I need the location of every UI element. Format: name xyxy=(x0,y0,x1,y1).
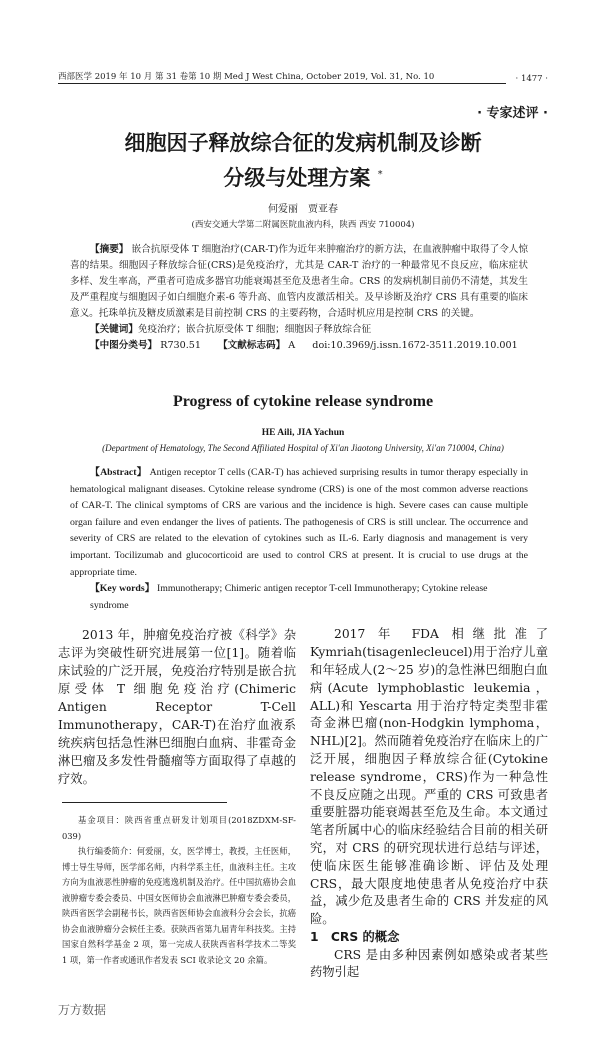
authors-cn: 何爱丽 贾亚春 xyxy=(268,204,338,215)
header-row xyxy=(58,70,548,84)
watermark: 万方数据 xyxy=(58,1003,107,1018)
clc-value: R730.51 xyxy=(160,340,202,351)
journal-header: 西部医学 2019 年 10 月 第 31 卷第 10 期 Med J West China, October 2019, Vol. 31, No. 10 xyxy=(58,70,506,84)
abstract-text-en: Antigen receptor T cells (CAR-T) has achieved surprising results in tumor therapy especially in hematological malignant diseases. Cytokine release syndrome (CRS) is one of the most common adverse reactions of CAR-T. The clinical symptoms of CRS are various and the incidence is high. Severe cases can cause multiple organ failure and even endanger the lives of patients. The pathogenesis of CRS is still unclear. The occurrence and severity of CRS are related to the elevation of cytokines such as IL-6. Early diagnosis and management is very important. Tocilizumab and glucocorticoid are used to control CRS at present. It is crucial to use drugs at the appropriate time. xyxy=(70,467,528,578)
affiliation-cn: (西安交通大学第二附属医院血液内科，陕西 西安 710004) xyxy=(191,220,415,230)
doc-code-value: A xyxy=(288,340,296,351)
body-left-paragraph: 2013 年，肿瘤免疫治疗被《科学》杂志评为突破性研究进展第一位[1]。随着临床试验的广泛开展，免疫治疗特别是嵌合抗原受体 T 细胞免疫治疗(Chimeric Antigen Receptor T-Cell Immunotherapy，CAR-T)在治疗血液系统疾病包括急性淋巴细胞白血病、非霍奇金淋巴瘤及多发性骨髓瘤等方面取得了卓越的疗效。 xyxy=(58,628,296,787)
article-title-cn xyxy=(58,127,548,194)
article-meta xyxy=(90,322,528,354)
keywords-label-cn: 【关键词】 xyxy=(90,324,138,335)
abstract-text-cn: 嵌合抗原受体 T 细胞治疗(CAR-T)作为近年来肿瘤治疗的新方法，在血液肿瘤中取得了令人惊喜的结果。细胞因子释放综合征(CRS)是免疫治疗，尤其是 CAR-T 治疗的一种最常见不良反应，临床症状多样、发生率高，严重者可造成多器官功能衰竭甚至危及患者生命。CRS 的发病机制目前仍不清楚，其发生及严重程度与细胞因子如白细胞介素-6 等升高、血管内皮激活相关。及早诊断及治疗 CRS 具有重要的临床意义。托珠单抗及糖皮质激素是目前控制 CRS 的主要药物，合适时机应用是控制 CRS 的关键。 xyxy=(70,244,528,319)
article-title-en: Progress of cytokine release syndrome xyxy=(172,393,434,410)
abstract-en xyxy=(70,465,528,581)
keywords-label-en: 【Key words】 xyxy=(90,583,155,595)
section-heading: 1 CRS 的概念 xyxy=(310,929,400,944)
section-paragraph: CRS 是由多种因素例如感染或者某些药物引起 xyxy=(310,947,548,980)
clc-label: 【中图分类号】 xyxy=(90,340,158,351)
body-right-paragraph: 2017 年 FDA 相继批准了 Kymriah(tisagenlecleucel)用于治疗儿童和年轻成人(2～25 岁)的急性淋巴细胞白血病(Acute lymphoblastic leukemia，ALL)和 Yescarta 用于治疗特定类型非霍奇金淋巴瘤(non-Hodgkin lymphoma，NHL)[2]。然而随着免疫治疗在临床上的广泛开展，细胞因子释放综合征(Cytokine release syndrome，CRS)作为一种急性不良反应随之出现。严重的 CRS 可致患者重要脏器功能衰竭甚至危及生命。本文通过笔者所属中心的临床经验结合目前的相关研究，对 CRS 的研究现状进行总结与评述，使临床医生能够准确诊断、评估及处理 CRS，最大限度地使患者从免疫治疗中获益，减少危及患者生命的 CRS 并发症的风险。 xyxy=(310,627,548,927)
abstract-cn xyxy=(70,242,528,322)
editor-bio: 执行编委简介：何爱丽，女，医学博士，教授，主任医师，博士导生导师，医学部名师，内科学系主任，血液科主任。主攻方向为血液恶性肿瘤的免疫逃逸机制及治疗。任中国抗癌协会血液肿瘤专委会委员、中国女医师协会血液淋巴肿瘤专委会委员，陕西省医学会副秘书长，陕西省医师协会血液科分会会长，抗癌协会血液肿瘤分会候任主委。获陕西省第九届青年科技奖。主持国家自然科学基金 2 项，第一完成人获陕西省科学技术二等奖 1 项，第一作者或通讯作者发表 SCI 收录论文 20 余篇。 xyxy=(62,846,296,965)
body-right-column xyxy=(310,626,548,982)
column-tag: · 专家述评 · xyxy=(477,106,548,121)
title-footnote-mark: * xyxy=(377,169,383,180)
fund-note: 基金项目：陕西省重点研发计划项目(2018ZDXM-SF-039) xyxy=(62,815,296,841)
authors-en: HE Aili, JIA Yachun xyxy=(261,428,345,438)
body-columns xyxy=(58,626,548,982)
footnote xyxy=(62,813,296,968)
body-left-column xyxy=(58,626,296,982)
title-line-1: 细胞因子释放综合征的发病机制及诊断 xyxy=(124,131,482,155)
affiliation-en: (Department of Hematology, The Second Affiliated Hospital of Xi'an Jiaotong University, Xi'an 710004, China) xyxy=(102,443,504,453)
keywords-cn: 免疫治疗；嵌合抗原受体 T 细胞；细胞因子释放综合征 xyxy=(137,324,372,335)
keywords-en-row xyxy=(90,581,528,614)
title-line-2: 分级与处理方案 xyxy=(223,166,371,190)
doc-code-label: 【文献标志码】 xyxy=(218,340,286,351)
abstract-label-en: 【Abstract】 xyxy=(90,467,147,478)
doi: doi:10.3969/j.issn.1672-3511.2019.10.001 xyxy=(312,340,518,351)
footnote-divider xyxy=(62,802,227,803)
abstract-label-cn: 【摘要】 xyxy=(90,244,129,255)
page-number: · 1477 · xyxy=(515,74,548,84)
keywords-en: Immunotherapy; Chimeric antigen receptor T-cell Immunotherapy; Cytokine release syndrome xyxy=(90,583,488,611)
